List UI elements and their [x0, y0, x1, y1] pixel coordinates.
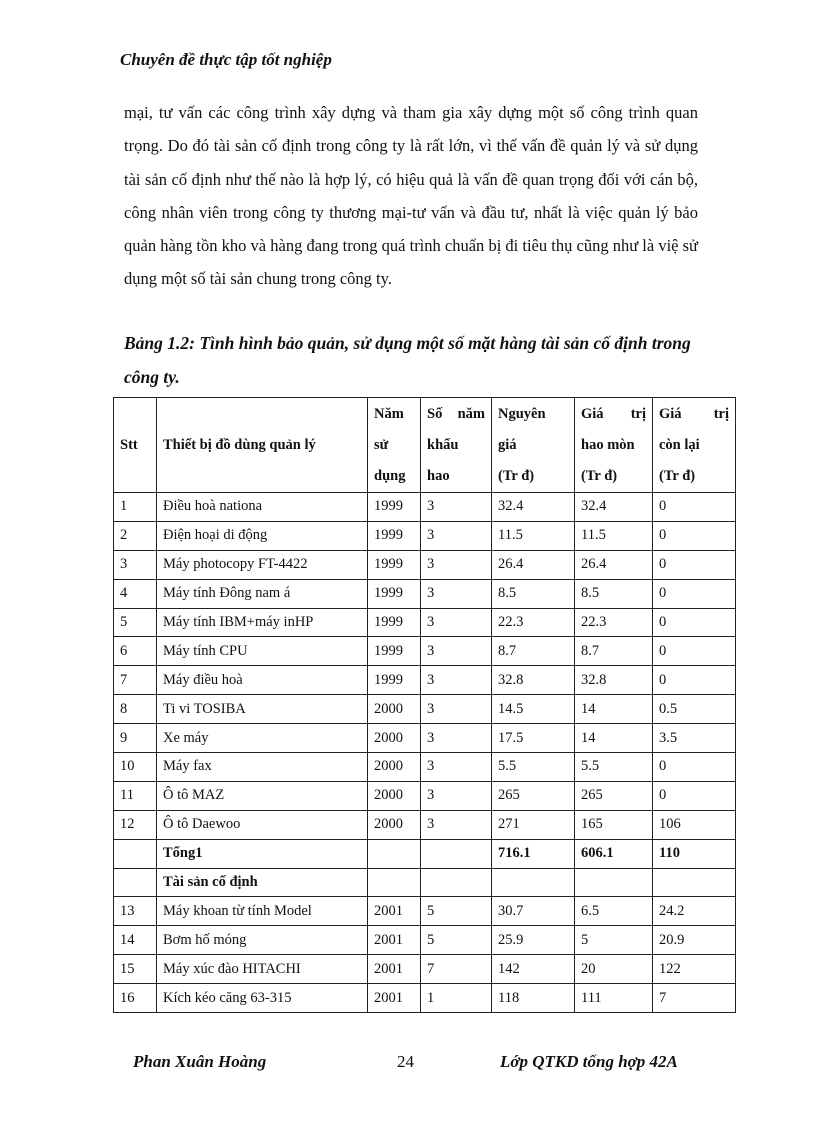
table-row [114, 955, 736, 984]
cell-wear-value: 606.1 [575, 839, 653, 868]
cell-original-price [492, 868, 575, 897]
cell-wear-value: 111 [575, 984, 653, 1013]
cell-remaining-value: 0 [653, 753, 736, 782]
cell-year: 2000 [368, 724, 421, 753]
cell-stt: 1 [114, 493, 157, 522]
cell-year: 2001 [368, 955, 421, 984]
cell-wear-value: 26.4 [575, 550, 653, 579]
cell-wear-value: 14 [575, 724, 653, 753]
cell-depreciation: 3 [421, 579, 492, 608]
page-number: 24 [397, 1052, 414, 1071]
paragraph-text: mại, tư vấn các công trình xây dựng và tham gia xây dựng một số công trình quan trọng. Do đó tài sản cố định trong công ty là rất lớn, vì thế vấn đề quản lý và sử dụng tài sản cố định như thế nào là hợp lý, có hiệu quả là vấn đề quan trọng đối với cán bộ, công nhân viên trong công ty thương mại-tư vấn và đầu tư, nhất là việc quản lý bảo quản hàng tồn kho và hàng đang trong quá trình chuẩn bị đi tiêu thụ cũng như là việ sử dụng một số tài sản chung trong công ty. [124, 103, 698, 289]
cell-stt: 9 [114, 724, 157, 753]
cell-depreciation: 3 [421, 781, 492, 810]
cell-item: Máy tính IBM+máy inHP [157, 608, 368, 637]
table-caption: Bảng 1.2: Tình hình bảo quản, sử dụng một số mặt hàng tài sản cố định trong công ty. [124, 333, 691, 387]
cell-depreciation: 1 [421, 984, 492, 1013]
cell-remaining-value: 0 [653, 493, 736, 522]
cell-item: Xe máy [157, 724, 368, 753]
cell-wear-value [575, 868, 653, 897]
cell-item: Ô tô Daewoo [157, 810, 368, 839]
cell-remaining-value: 7 [653, 984, 736, 1013]
cell-depreciation: 3 [421, 521, 492, 550]
cell-stt: 16 [114, 984, 157, 1013]
cell-year: 1999 [368, 550, 421, 579]
cell-wear-value: 14 [575, 695, 653, 724]
cell-original-price: 716.1 [492, 839, 575, 868]
cell-year: 2001 [368, 897, 421, 926]
cell-remaining-value: 0 [653, 637, 736, 666]
cell-stt: 4 [114, 579, 157, 608]
cell-remaining-value: 0 [653, 579, 736, 608]
cell-wear-value: 6.5 [575, 897, 653, 926]
table-row [114, 550, 736, 579]
cell-item: Máy tính Đông nam á [157, 579, 368, 608]
cell-year: 2001 [368, 926, 421, 955]
cell-stt: 10 [114, 753, 157, 782]
header-year: Năm sử dụng [368, 398, 421, 493]
cell-stt: 12 [114, 810, 157, 839]
cell-depreciation: 5 [421, 926, 492, 955]
cell-depreciation: 5 [421, 897, 492, 926]
cell-remaining-value: 0 [653, 666, 736, 695]
cell-item: Điều hoà nationa [157, 493, 368, 522]
cell-stt: 15 [114, 955, 157, 984]
cell-item: Bơm hố móng [157, 926, 368, 955]
cell-wear-value: 5 [575, 926, 653, 955]
header-wear-value: Giá trị hao mòn (Tr đ) [575, 398, 653, 493]
cell-depreciation: 3 [421, 810, 492, 839]
cell-item: Máy tính CPU [157, 637, 368, 666]
cell-depreciation: 3 [421, 550, 492, 579]
cell-stt: 2 [114, 521, 157, 550]
table-row [114, 493, 736, 522]
table-body [114, 493, 736, 1013]
cell-item: Máy xúc đào HITACHI [157, 955, 368, 984]
table-row [114, 839, 736, 868]
cell-wear-value: 22.3 [575, 608, 653, 637]
cell-wear-value: 20 [575, 955, 653, 984]
cell-stt: 14 [114, 926, 157, 955]
cell-original-price: 22.3 [492, 608, 575, 637]
cell-stt: 8 [114, 695, 157, 724]
cell-remaining-value: 3.5 [653, 724, 736, 753]
cell-item: Máy fax [157, 753, 368, 782]
cell-remaining-value: 20.9 [653, 926, 736, 955]
cell-year: 2000 [368, 781, 421, 810]
cell-original-price: 8.7 [492, 637, 575, 666]
cell-depreciation: 3 [421, 637, 492, 666]
table-row [114, 724, 736, 753]
table-row [114, 695, 736, 724]
footer-class: Lớp QTKD tổng hợp 42A [500, 1052, 678, 1071]
cell-item: Ti vi TOSIBA [157, 695, 368, 724]
cell-year: 2000 [368, 810, 421, 839]
table-row [114, 926, 736, 955]
cell-original-price: 30.7 [492, 897, 575, 926]
cell-remaining-value: 122 [653, 955, 736, 984]
cell-original-price: 14.5 [492, 695, 575, 724]
cell-remaining-value: 0 [653, 781, 736, 810]
cell-depreciation: 3 [421, 695, 492, 724]
cell-item: Điện hoại di động [157, 521, 368, 550]
cell-wear-value: 5.5 [575, 753, 653, 782]
cell-year: 1999 [368, 637, 421, 666]
cell-wear-value: 8.5 [575, 579, 653, 608]
cell-original-price: 25.9 [492, 926, 575, 955]
cell-wear-value: 11.5 [575, 521, 653, 550]
table-row [114, 521, 736, 550]
cell-stt [114, 839, 157, 868]
cell-original-price: 26.4 [492, 550, 575, 579]
footer-author: Phan Xuân Hoàng [133, 1052, 267, 1071]
cell-remaining-value: 0 [653, 608, 736, 637]
cell-item: Kích kéo căng 63-315 [157, 984, 368, 1013]
table-row [114, 868, 736, 897]
cell-year: 2001 [368, 984, 421, 1013]
cell-stt: 5 [114, 608, 157, 637]
cell-original-price: 8.5 [492, 579, 575, 608]
cell-remaining-value: 110 [653, 839, 736, 868]
table-row [114, 897, 736, 926]
table-row [114, 984, 736, 1013]
cell-year: 1999 [368, 493, 421, 522]
cell-year: 1999 [368, 579, 421, 608]
header-depreciation-years: Số năm khấu hao [421, 398, 492, 493]
cell-year: 2000 [368, 695, 421, 724]
cell-original-price: 32.8 [492, 666, 575, 695]
header-remaining-value: Giá trị còn lại (Tr đ) [653, 398, 736, 493]
table-row [114, 666, 736, 695]
cell-original-price: 11.5 [492, 521, 575, 550]
cell-year: 2000 [368, 753, 421, 782]
header-original-price: Nguyên giá (Tr đ) [492, 398, 575, 493]
asset-table [113, 397, 736, 1013]
cell-depreciation [421, 839, 492, 868]
cell-original-price: 5.5 [492, 753, 575, 782]
cell-depreciation: 3 [421, 666, 492, 695]
cell-remaining-value: 0 [653, 550, 736, 579]
cell-stt: 6 [114, 637, 157, 666]
cell-item: Tổng1 [157, 839, 368, 868]
body-paragraph [124, 96, 698, 296]
table-row [114, 637, 736, 666]
cell-depreciation [421, 868, 492, 897]
cell-original-price: 265 [492, 781, 575, 810]
cell-depreciation: 3 [421, 724, 492, 753]
cell-item: Ô tô MAZ [157, 781, 368, 810]
cell-stt: 11 [114, 781, 157, 810]
table-row [114, 608, 736, 637]
cell-original-price: 271 [492, 810, 575, 839]
cell-remaining-value: 106 [653, 810, 736, 839]
cell-original-price: 32.4 [492, 493, 575, 522]
cell-year: 1999 [368, 608, 421, 637]
header-stt: Stt [114, 398, 157, 493]
cell-depreciation: 3 [421, 493, 492, 522]
cell-year [368, 868, 421, 897]
cell-remaining-value [653, 868, 736, 897]
table-row [114, 753, 736, 782]
cell-remaining-value: 0 [653, 521, 736, 550]
cell-original-price: 118 [492, 984, 575, 1013]
cell-wear-value: 8.7 [575, 637, 653, 666]
cell-year: 1999 [368, 666, 421, 695]
cell-stt: 3 [114, 550, 157, 579]
cell-year [368, 839, 421, 868]
cell-depreciation: 3 [421, 608, 492, 637]
cell-remaining-value: 0.5 [653, 695, 736, 724]
cell-stt: 7 [114, 666, 157, 695]
page-header-title: Chuyên đề thực tập tốt nghiệp [120, 50, 332, 69]
cell-item: Máy photocopy FT-4422 [157, 550, 368, 579]
table-header-row [114, 398, 736, 493]
cell-remaining-value: 24.2 [653, 897, 736, 926]
cell-year: 1999 [368, 521, 421, 550]
cell-item: Máy khoan từ tính Model [157, 897, 368, 926]
cell-wear-value: 265 [575, 781, 653, 810]
cell-stt [114, 868, 157, 897]
table-row [114, 579, 736, 608]
cell-depreciation: 3 [421, 753, 492, 782]
cell-wear-value: 32.8 [575, 666, 653, 695]
cell-item: Tài sản cố định [157, 868, 368, 897]
cell-original-price: 142 [492, 955, 575, 984]
cell-wear-value: 32.4 [575, 493, 653, 522]
cell-original-price: 17.5 [492, 724, 575, 753]
cell-item: Máy điều hoà [157, 666, 368, 695]
cell-wear-value: 165 [575, 810, 653, 839]
table-row [114, 781, 736, 810]
cell-depreciation: 7 [421, 955, 492, 984]
cell-stt: 13 [114, 897, 157, 926]
table-row [114, 810, 736, 839]
header-item: Thiết bị đồ dùng quản lý [157, 398, 368, 493]
